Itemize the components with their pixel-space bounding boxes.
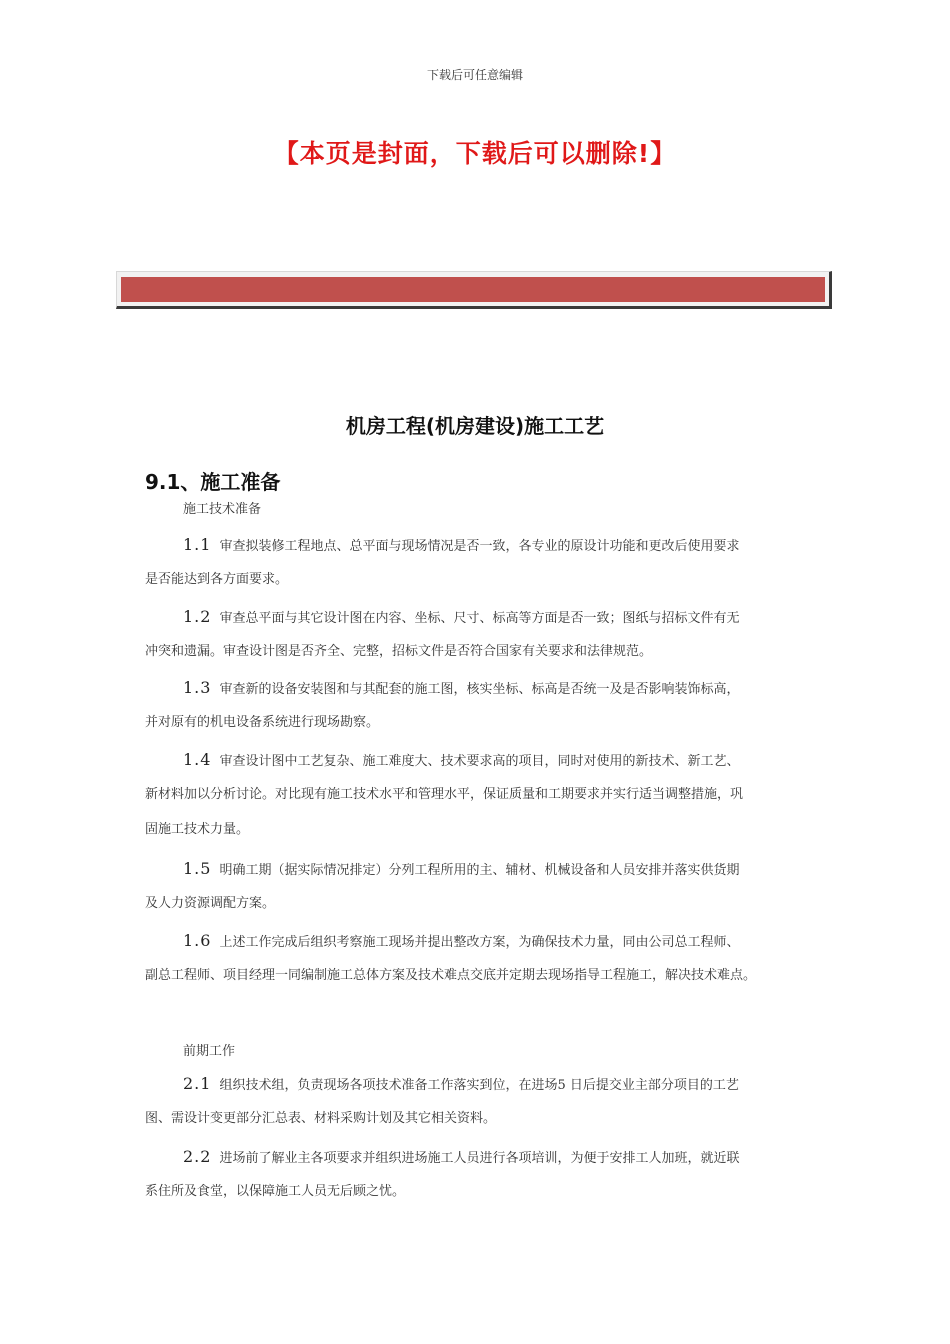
paragraph-first-line	[145, 1066, 825, 1101]
line-text: 并对原有的机电设备系统进行现场勘察。	[145, 715, 380, 730]
item-number: 1.5	[183, 859, 212, 878]
paragraph-first-line	[145, 923, 825, 958]
page-header-note: 下载后可任意编辑	[426, 68, 523, 82]
paragraph-1-5	[145, 851, 825, 921]
paragraph-first-line	[145, 670, 825, 705]
line-text: 及人力资源调配方案。	[145, 896, 276, 911]
section-heading: 9.1、施工准备	[145, 470, 281, 494]
line-text: 固施工技术力量。	[145, 822, 250, 837]
line-text: 明确工期（据实际情况排定）分列工程所用的主、辅材、机械设备和人员安排并落实供货期	[219, 863, 740, 878]
item-number: 2.1	[183, 1074, 212, 1093]
paragraph-first-line	[145, 599, 825, 634]
paragraph-2-2	[145, 1139, 825, 1209]
item-number: 1.1	[183, 535, 212, 554]
document-title: 机房工程(机房建设)施工工艺	[345, 414, 605, 438]
decorative-banner	[116, 271, 832, 309]
line-text: 进场前了解业主各项要求并组织进场施工人员进行各项培训，为便于安排工人加班，就近联	[219, 1151, 740, 1166]
line-text: 新材料加以分析讨论。对比现有施工技术水平和管理水平，保证质量和工期要求并实行适当调整措施，巩	[145, 787, 744, 802]
line-text: 审查拟装修工程地点、总平面与现场情况是否一致，各专业的原设计功能和更改后使用要求	[219, 539, 740, 554]
paragraph-first-line	[145, 1139, 825, 1174]
line-text: 审查总平面与其它设计图在内容、坐标、尺寸、标高等方面是否一致；图纸与招标文件有无	[219, 611, 740, 626]
subsection-heading-preliminary: 前期工作	[183, 1044, 236, 1059]
paragraph-1-3	[145, 670, 825, 740]
line-text: 冲突和遗漏。审查设计图是否齐全、完整，招标文件是否符合国家有关要求和法律规范。	[145, 644, 653, 659]
paragraph-first-line	[145, 851, 825, 886]
banner-bar	[121, 277, 825, 302]
paragraph-first-line	[145, 742, 825, 777]
subsection-heading-technical: 施工技术准备	[183, 502, 262, 517]
line-text: 副总工程师、项目经理一同编制施工总体方案及技术难点交底并定期去现场指导工程施工，解决技术难点。	[145, 968, 757, 983]
item-number: 1.2	[183, 607, 212, 626]
item-number: 1.3	[183, 678, 212, 697]
item-number: 1.4	[183, 750, 212, 769]
paragraph-2-1	[145, 1066, 825, 1136]
item-number: 2.2	[183, 1147, 212, 1166]
line-text: 组织技术组，负责现场各项技术准备工作落实到位，在进场5 日后提交业主部分项目的工艺	[219, 1078, 739, 1093]
paragraph-1-6	[145, 923, 825, 993]
cover-delete-note: 【本页是封面，下载后可以删除!】	[273, 139, 677, 168]
line-text: 上述工作完成后组织考察施工现场并提出整改方案，为确保技术力量，同由公司总工程师、	[219, 935, 740, 950]
item-number: 1.6	[183, 931, 212, 950]
line-text: 是否能达到各方面要求。	[145, 572, 289, 587]
paragraph-1-2	[145, 599, 825, 669]
line-text: 审查新的设备安装图和与其配套的施工图，核实坐标、标高是否统一及是否影响装饰标高，	[219, 682, 740, 697]
line-text: 审查设计图中工艺复杂、施工难度大、技术要求高的项目，同时对使用的新技术、新工艺、	[219, 754, 740, 769]
paragraph-1-1	[145, 527, 825, 597]
paragraph-first-line	[145, 527, 825, 562]
line-text: 系住所及食堂，以保障施工人员无后顾之忧。	[145, 1184, 406, 1199]
paragraph-1-4	[145, 742, 825, 847]
line-text: 图、需设计变更部分汇总表、材料采购计划及其它相关资料。	[145, 1111, 497, 1126]
